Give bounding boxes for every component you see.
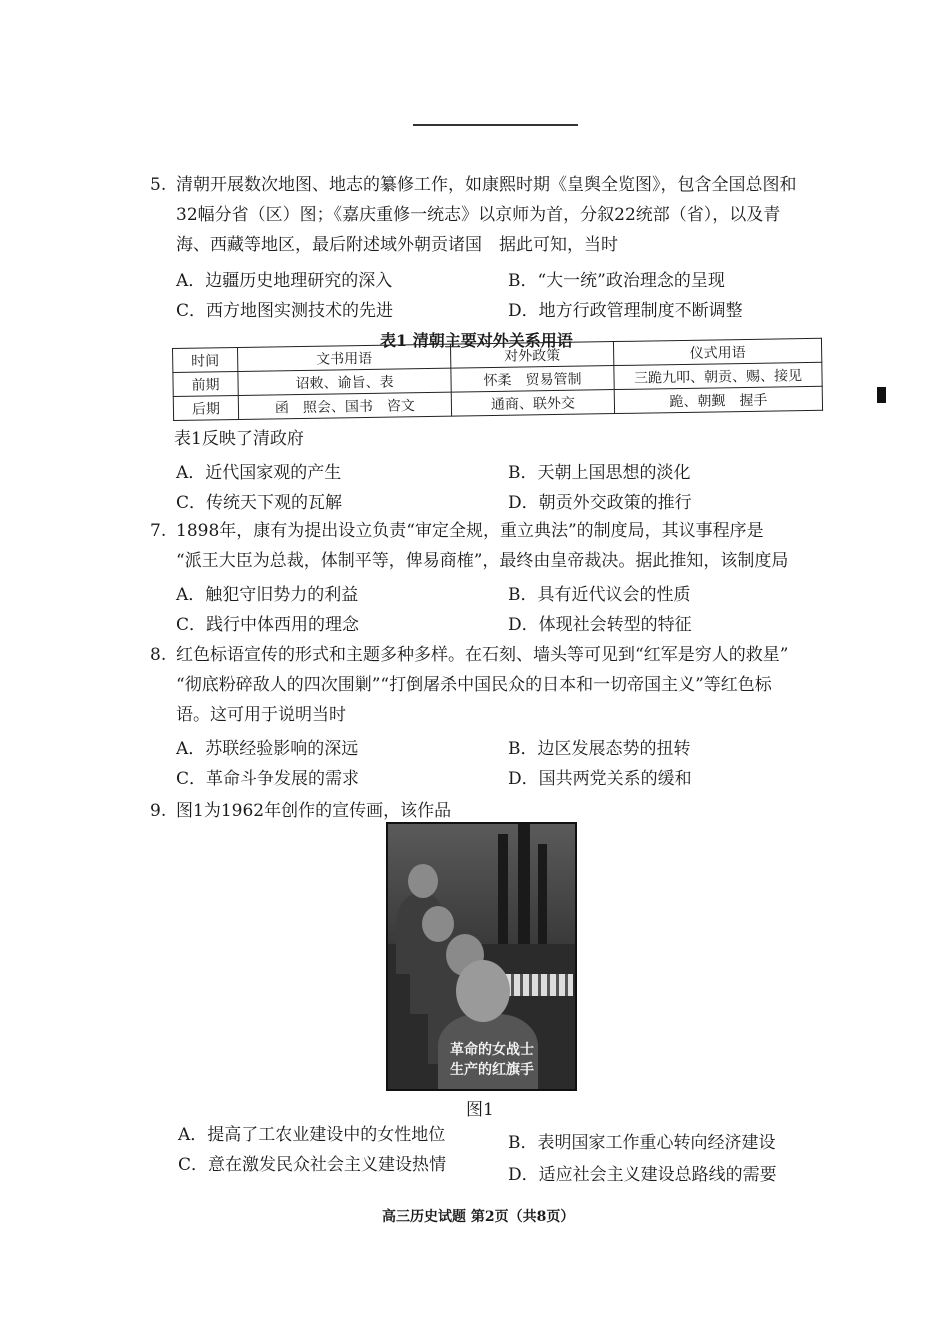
- table-cell: 三跪九叩、朝贡、赐、接见: [614, 362, 822, 389]
- q7-number: 7.: [150, 521, 167, 541]
- q7-line-2: “派王大臣为总裁，体制平等，俾易商榷”，最终由皇帝裁决。据此推知，该制度局: [176, 551, 789, 571]
- table-cell: 诏敕、谕旨、表: [238, 368, 451, 395]
- question-6-stem: 表1反映了清政府: [174, 429, 304, 449]
- table-cell: 后期: [173, 395, 238, 420]
- page-footer: 高三历史试题 第2页（共8页）: [382, 1209, 575, 1225]
- q9-line-1: 9. 图1为1962年创作的宣传画，该作品: [150, 796, 830, 826]
- table-cell: 跪、朝觐 握手: [614, 386, 822, 413]
- poster-chimney: [498, 834, 508, 944]
- poster-caption-line: 生产的红旗手: [450, 1062, 534, 1078]
- q9-option-b: B．表明国家工作重心转向经济建设: [508, 1133, 776, 1153]
- q5-option-c: C．西方地图实测技术的先进: [176, 301, 394, 321]
- q6-option-d: D．朝贡外交政策的推行: [508, 493, 692, 513]
- poster-caption-line: 革命的女战士: [450, 1042, 534, 1058]
- header-rule: [413, 124, 578, 126]
- q8-option-d: D．国共两党关系的缓和: [508, 769, 692, 789]
- q5-option-a: A．边疆历史地理研究的深入: [176, 271, 393, 291]
- q8-option-c: C．革命斗争发展的需求: [176, 769, 360, 789]
- poster-chimney: [518, 824, 530, 944]
- q6-option-b: B．天朝上国思想的淡化: [508, 463, 691, 483]
- q6-option-c: C．传统天下观的瓦解: [176, 493, 343, 513]
- margin-mark: [877, 387, 886, 403]
- table-cell: 函 照会、国书 咨文: [238, 392, 451, 419]
- q5-number: 5.: [150, 175, 167, 195]
- q9-number: 9.: [150, 801, 167, 821]
- q7-option-d: D．体现社会转型的特征: [508, 615, 692, 635]
- q5-option-d: D．地方行政管理制度不断调整: [508, 301, 743, 321]
- q5-line-3: 海、西藏等地区，最后附述域外朝贡诸国 据此可知，当时: [176, 235, 618, 255]
- q7-line-1: 7. 1898年，康有为提出设立负责“审定全规，重立典法”的制度局，其议事程序是: [150, 516, 830, 546]
- table-header-cell: 文书用语: [237, 344, 450, 371]
- table-cell: 前期: [173, 371, 238, 396]
- table-header-cell: 仪式用语: [613, 338, 821, 365]
- q9-option-c: C．意在激发民众社会主义建设热情: [178, 1155, 447, 1175]
- figure-label: 图1: [466, 1100, 494, 1120]
- q5-line-1: 5. 清朝开展数次地图、地志的纂修工作，如康熙时期《皇舆全览图》，包含全国总图和: [150, 170, 830, 200]
- q7-option-b: B．具有近代议会的性质: [508, 585, 691, 605]
- table-1: [172, 338, 823, 421]
- q7-option-c: C．践行中体西用的理念: [176, 615, 360, 635]
- table-1-title: 表1 清朝主要对外关系用语: [380, 331, 573, 350]
- poster-chimney: [538, 844, 547, 944]
- q6-option-a: A．近代国家观的产生: [176, 463, 342, 483]
- q7-option-a: A．触犯守旧势力的利益: [176, 585, 359, 605]
- q5-option-b: B．“大一统”政治理念的呈现: [508, 271, 725, 291]
- table-cell: 通商、联外交: [451, 390, 614, 417]
- poster-caption: [450, 1040, 570, 1080]
- question-5: [150, 170, 830, 260]
- poster-face: [456, 960, 510, 1022]
- q8-line-2: “彻底粉碎敌人的四次围剿”“打倒屠杀中国民众的日本和一切帝国主义”等红色标: [176, 675, 772, 695]
- q9-option-d: D．适应社会主义建设总路线的需要: [508, 1165, 777, 1185]
- q8-option-a: A．苏联经验影响的深远: [176, 739, 359, 759]
- poster-face: [422, 906, 454, 942]
- table-header-cell: 对外政策: [450, 342, 613, 369]
- question-8: [150, 640, 830, 730]
- table-cell: 怀柔 贸易管制: [451, 366, 614, 393]
- question-7: [150, 516, 830, 576]
- q9-option-a: A．提高了工农业建设中的女性地位: [178, 1125, 446, 1145]
- q8-number: 8.: [150, 645, 167, 665]
- propaganda-poster-image: [386, 822, 577, 1091]
- poster-face: [408, 864, 438, 898]
- q5-line-2: 32幅分省（区）图；《嘉庆重修一统志》以京师为首，分叙22统部（省），以及青: [176, 205, 781, 225]
- q8-line-3: 语。这可用于说明当时: [176, 705, 346, 725]
- q8-option-b: B．边区发展态势的扭转: [508, 739, 691, 759]
- q8-line-1: 8. 红色标语宣传的形式和主题多种多样。在石刻、墙头等可见到“红军是穷人的救星”: [150, 640, 830, 670]
- table-header-cell: 时间: [173, 347, 238, 372]
